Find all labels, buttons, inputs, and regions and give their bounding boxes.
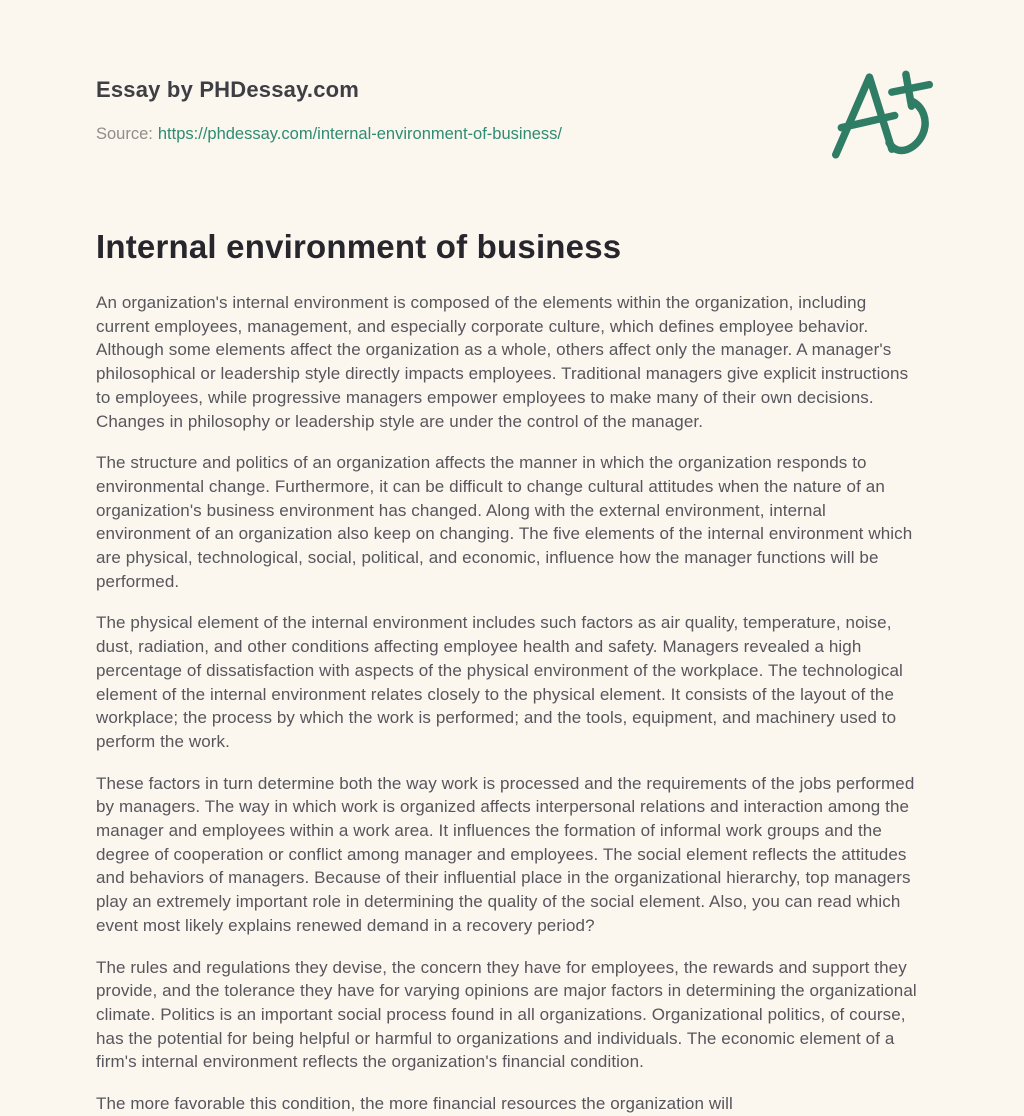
essay-byline: Essay by PHDessay.com [96,77,360,102]
essay-paragraph-1: An organization's internal environment is composed of the elements within the organization, including current employees, management, and especially corporate culture, which defines employee behavior. Although some elements affect the organization as a whole, others affect only the manager. A manager's philosophical or leadership style directly impacts employees. Traditional managers give explicit instructions to employees, while progressive managers empower employees to make many of their own decisions. Changes in philosophy or leadership style are under the control of the manager. [96,293,909,431]
essay-paragraph-3: The physical element of the internal environment includes such factors as air quality, temperature, noise, dust, radiation, and other conditions affecting employee health and safety. Managers revealed a high percentage of dissatisfaction with aspects of the physical environment of the workplace. The technological element of the internal environment relates closely to the physical element. It consists of the layout of the workplace; the process by which the work is performed; and the tools, equipment, and machinery used to perform the work. [96,613,903,751]
a-plus-logo-icon [832,68,948,163]
essay-paragraph-6: The more favorable this condition, the more financial resources the organization will [96,1094,733,1114]
source-label: Source: [96,125,153,143]
essay-paragraph-5: The rules and regulations they devise, the concern they have for employees, the rewards and support they provide, and the tolerance they have for varying opinions are major factors in determining the organizational climate. Politics is an important social process found in all organizations. Organizational politics, of course, has the potential for being helpful or harmful to organizations and individuals. The economic element of a firm's internal environment reflects the organization's financial condition. [96,957,917,1072]
essay-body [96,291,924,1116]
essay-title: Internal environment of business [96,228,622,265]
essay-paragraph-4: These factors in turn determine both the way work is processed and the requirements of the jobs performed by managers. The way in which work is organized affects interpersonal relations and interaction among the manager and employees within a work area. It influences the formation of informal work groups and the degree of cooperation or conflict among manager and employees. The social element reflects the attitudes and behaviors of managers. Because of their influential place in the organizational hierarchy, top managers play an extremely important role in determining the quality of the social element. Also, you can read which event most likely explains renewed demand in a recovery period? [96,773,915,935]
essay-paragraph-2: The structure and politics of an organization affects the manner in which the organization responds to environmental change. Furthermore, it can be difficult to change cultural attitudes when the nature of an organization's business environment has changed. Along with the external environment, internal environment of an organization also keep on changing. The five elements of the internal environment which are physical, technological, social, political, and economic, influence how the manager functions will be performed. [96,453,913,591]
source-line [96,124,926,144]
source-link[interactable]: https://phdessay.com/internal-environment-of-business/ [157,125,563,143]
